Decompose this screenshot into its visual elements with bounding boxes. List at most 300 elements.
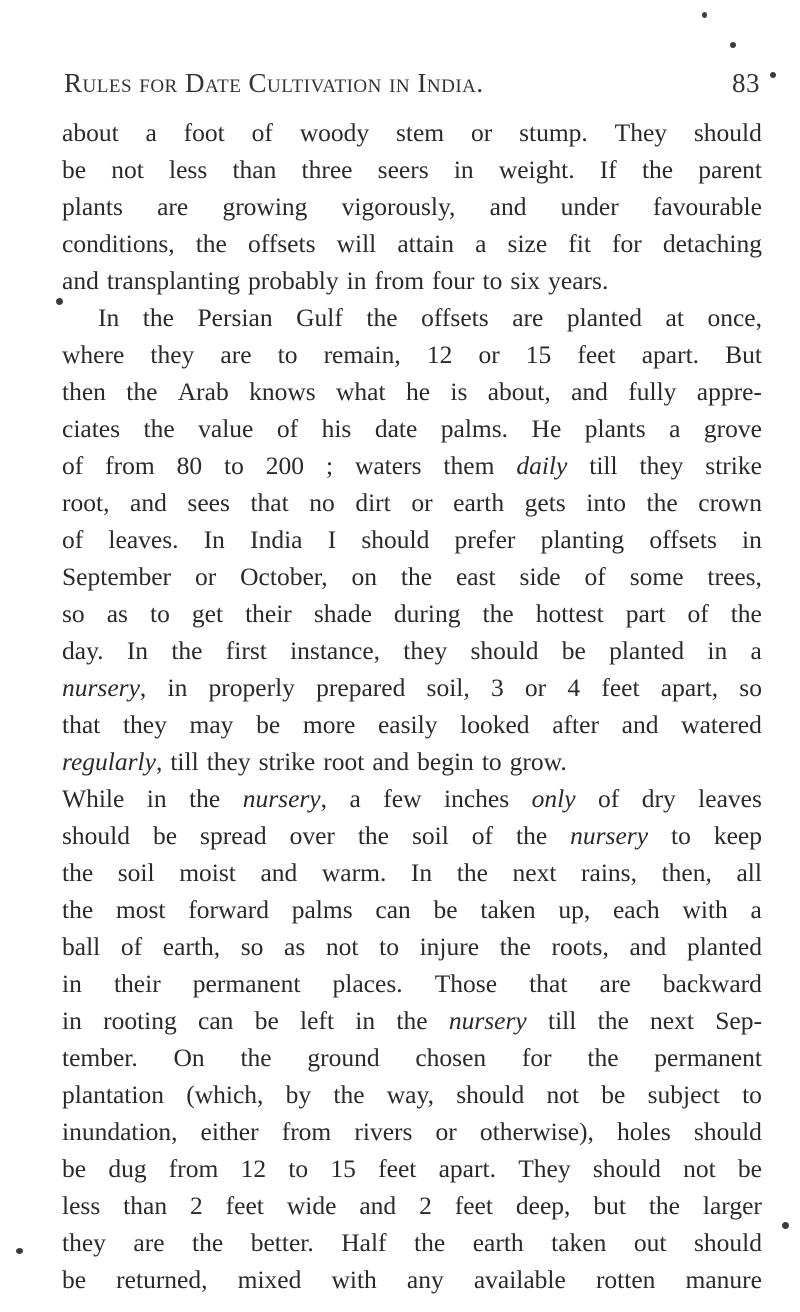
word: root (323, 747, 365, 776)
word: nursery, (242, 784, 328, 813)
word: from (168, 1154, 219, 1183)
word: and (571, 377, 608, 406)
word: that (250, 488, 289, 517)
text-line (62, 447, 762, 484)
word: their (245, 599, 292, 628)
running-title: Rules for Date Cultivation in India. (64, 68, 484, 98)
word: to (224, 451, 244, 480)
word: apart. (641, 340, 700, 369)
page-number: 83 (732, 68, 760, 98)
word: the (142, 303, 174, 332)
word: first (225, 636, 267, 665)
word: left (300, 1006, 335, 1035)
word: for (612, 229, 642, 258)
text-line (62, 299, 762, 336)
word: Sep- (715, 1006, 762, 1035)
word: fit (568, 229, 591, 258)
word: he (405, 377, 431, 406)
word: 200 (265, 451, 305, 480)
word: trees, (707, 562, 762, 591)
word: and (372, 747, 410, 776)
word: root, (62, 488, 110, 517)
word: of (62, 451, 84, 480)
word: earth (472, 1228, 524, 1257)
word: conditions, (62, 229, 175, 258)
word: in (167, 673, 188, 702)
word: taken (551, 1228, 607, 1257)
text-line (62, 1187, 762, 1224)
word: plants (62, 192, 123, 221)
word: strike (705, 451, 762, 480)
word: with (682, 895, 728, 924)
word: plants (584, 414, 646, 443)
word: rooting (103, 1006, 177, 1035)
word: till (170, 747, 199, 776)
word: value (198, 414, 254, 443)
word: palms (291, 895, 353, 924)
word: appre- (696, 377, 762, 406)
word: way, (386, 1080, 434, 1109)
text-line (62, 891, 762, 928)
word: apart, (660, 673, 719, 702)
word: so (739, 673, 762, 702)
word: to (379, 932, 399, 961)
word: not (325, 932, 359, 961)
word: once, (707, 303, 762, 332)
text-line (62, 743, 762, 780)
word: the (62, 858, 94, 887)
word: but (593, 1191, 626, 1220)
word: to (288, 1154, 309, 1183)
text-line (62, 669, 762, 706)
word: not (546, 1080, 580, 1109)
word: the (126, 377, 158, 406)
word: the (62, 895, 94, 924)
word: permanent (192, 969, 301, 998)
word: In (203, 525, 225, 554)
word: moist (179, 858, 236, 887)
word: the (730, 599, 762, 628)
word: the (648, 1191, 680, 1220)
word: otherwise), (479, 1117, 594, 1146)
word: his (321, 414, 352, 443)
word: years. (548, 266, 609, 295)
word: leaves. (108, 525, 179, 554)
word: they (62, 1228, 106, 1257)
word: nursery (570, 821, 649, 850)
word: growing (222, 192, 308, 221)
word: all (736, 858, 762, 887)
word: In (98, 303, 120, 332)
text-line (62, 928, 762, 965)
word: Persian (197, 303, 273, 332)
word: as (284, 932, 306, 961)
word: or (478, 340, 500, 369)
word: nursery, (62, 673, 147, 702)
word: should (456, 1080, 525, 1109)
word: the (516, 821, 548, 850)
word: a (145, 118, 157, 147)
word: each (612, 895, 660, 924)
word: They (614, 118, 668, 147)
ink-speck (702, 12, 707, 18)
word: less (169, 155, 208, 184)
word: weight. (498, 155, 575, 184)
word: inches (443, 784, 510, 813)
word: or (524, 673, 547, 702)
word: the (456, 858, 488, 887)
word: feet (454, 1191, 493, 1220)
word: be (254, 1006, 279, 1035)
word: They (518, 1154, 571, 1183)
word: will (336, 229, 377, 258)
word: no (309, 488, 335, 517)
text-line (62, 188, 762, 225)
word: in (707, 636, 728, 665)
word: grow. (509, 747, 567, 776)
word: into (586, 488, 626, 517)
word: are (220, 340, 252, 369)
word: in (742, 525, 762, 554)
word: the (333, 1080, 365, 1109)
word: most (115, 895, 166, 924)
word: watered (681, 710, 762, 739)
word: they (639, 451, 684, 480)
word: Half (341, 1228, 387, 1257)
word: be (737, 1154, 762, 1183)
word: where (62, 340, 125, 369)
word: and (359, 1191, 397, 1220)
word: be (561, 636, 586, 665)
word: the (357, 821, 389, 850)
page-header (64, 68, 760, 108)
word: be (601, 1080, 626, 1109)
word: them (443, 451, 495, 480)
word: any (406, 1265, 444, 1294)
text-line (62, 410, 762, 447)
word: injure (419, 932, 480, 961)
word: hottest (535, 599, 604, 628)
word: October, (240, 562, 328, 591)
text-line (62, 114, 762, 151)
word: planted (609, 636, 685, 665)
word: can (375, 895, 411, 924)
word: the (240, 1043, 272, 1072)
word: of (471, 821, 494, 850)
word: or (470, 118, 493, 147)
word: shade (313, 599, 372, 628)
word: 15 (330, 1154, 356, 1183)
word: better. (250, 1228, 314, 1257)
word: feet (378, 1154, 417, 1183)
word: either (200, 1117, 259, 1146)
word: favourable (652, 192, 762, 221)
word: In (410, 858, 433, 887)
word: of (276, 414, 299, 443)
word: detaching (662, 229, 762, 258)
word: a (669, 414, 681, 443)
word: ciates (62, 414, 121, 443)
text-line (62, 1002, 762, 1039)
word: mixed (237, 1265, 302, 1294)
word: larger (702, 1191, 762, 1220)
word: waters (354, 451, 422, 480)
word: day. (62, 636, 104, 665)
word: forward (188, 895, 269, 924)
word: should (470, 636, 539, 665)
word: for (521, 1043, 552, 1072)
word: remain, (323, 340, 401, 369)
word: and (260, 858, 298, 887)
word: leaves (698, 784, 762, 813)
word: places. (332, 969, 403, 998)
word: few (383, 784, 422, 813)
word: about, (487, 377, 551, 406)
word: a (750, 636, 762, 665)
word: be (256, 710, 281, 739)
word: permanent (654, 1043, 762, 1072)
text-line (62, 1261, 762, 1298)
word: be (433, 895, 458, 924)
word: and (130, 488, 167, 517)
word: then (62, 377, 106, 406)
word: at (665, 303, 684, 332)
word: not (683, 1154, 716, 1183)
text-line (62, 336, 762, 373)
word: the (499, 932, 531, 961)
text-line (62, 1113, 762, 1150)
text-line (62, 817, 762, 854)
word: holes (616, 1117, 671, 1146)
word: warm. (321, 858, 387, 887)
word: manure (685, 1265, 762, 1294)
word: rivers (354, 1117, 413, 1146)
word: or (435, 1117, 457, 1146)
word: their (113, 969, 161, 998)
word: available (473, 1265, 566, 1294)
word: to (277, 340, 298, 369)
word: vigorously, (341, 192, 456, 221)
word: September (62, 562, 172, 591)
word: the (597, 1006, 629, 1035)
word: of (584, 562, 606, 591)
word: to (150, 599, 170, 628)
word: be (62, 1154, 87, 1183)
word: may (189, 710, 234, 739)
word: they (122, 710, 167, 739)
ink-speck (730, 42, 736, 48)
word: India (250, 525, 303, 554)
word: stem (395, 118, 445, 147)
word: backward (662, 969, 762, 998)
ink-speck (56, 298, 63, 305)
word: they (206, 747, 251, 776)
text-line (62, 1150, 762, 1187)
word: of (120, 932, 143, 961)
word: in (355, 1006, 376, 1035)
word: wide (286, 1191, 337, 1220)
word: as (106, 599, 128, 628)
word: more (302, 710, 356, 739)
word: nursery (448, 1006, 527, 1035)
ink-speck (782, 1222, 789, 1229)
word: about (62, 118, 119, 147)
word: woody (299, 118, 370, 147)
ink-speck (770, 72, 776, 78)
word: the (400, 562, 433, 591)
word: fully (628, 377, 677, 406)
word: ; (325, 451, 334, 480)
word: should (693, 118, 762, 147)
word: in (453, 155, 474, 184)
word: soil, (426, 673, 470, 702)
word: planted (686, 932, 762, 961)
word: dry (641, 784, 676, 813)
word: soil (411, 821, 449, 850)
word: keep (713, 821, 762, 850)
word: He (531, 414, 562, 443)
body-text (62, 114, 762, 1298)
text-line (62, 151, 762, 188)
word: till (589, 451, 618, 480)
text-line (62, 595, 762, 632)
word: 12 (240, 1154, 267, 1183)
word: I (327, 525, 337, 554)
word: four (432, 266, 475, 295)
word: the (587, 1043, 619, 1072)
word: the (646, 488, 678, 517)
word: begin (417, 747, 474, 776)
word: be (62, 1265, 87, 1294)
word: size (507, 229, 548, 258)
word: are (133, 1228, 165, 1257)
text-line (62, 373, 762, 410)
word: foot (183, 118, 225, 147)
text-line (62, 521, 762, 558)
word: they (403, 636, 448, 665)
word: offsets (247, 229, 316, 258)
word: plantation (62, 1080, 164, 1109)
word: attain (397, 229, 454, 258)
word: earth (453, 488, 505, 517)
word: after (552, 710, 599, 739)
text-line (62, 706, 762, 743)
word: they (150, 340, 195, 369)
word: 4 (567, 673, 581, 702)
word: are (512, 303, 544, 332)
word: easily (377, 710, 438, 739)
word: with (331, 1265, 377, 1294)
word: daily (516, 451, 568, 480)
word: of (251, 118, 273, 147)
word: east (455, 562, 496, 591)
word: the (396, 1006, 428, 1035)
text-line (62, 632, 762, 669)
word: six (510, 266, 541, 295)
word: of (687, 599, 709, 628)
ink-speck (16, 1248, 23, 1254)
word: a (349, 784, 361, 813)
word: over (289, 821, 335, 850)
word: is (450, 377, 468, 406)
text-line (62, 484, 762, 521)
word: feet (225, 1191, 264, 1220)
word: so (62, 599, 85, 628)
word: looked (460, 710, 530, 739)
word: are (599, 969, 631, 998)
word: crown (698, 488, 762, 517)
text-line (62, 965, 762, 1002)
word: the (143, 414, 175, 443)
word: should (62, 821, 131, 850)
word: dug (108, 1154, 147, 1183)
word: the (482, 599, 514, 628)
word: under (560, 192, 619, 221)
word: strike (258, 747, 316, 776)
word: Those (434, 969, 498, 998)
word: the (189, 784, 221, 813)
word: offsets (649, 525, 717, 554)
word: 3 (490, 673, 504, 702)
word: planting (540, 525, 625, 554)
word: what (336, 377, 386, 406)
word: roots, (551, 932, 609, 961)
word: and (621, 710, 659, 739)
word: spread (200, 821, 267, 850)
word: parent (698, 155, 762, 184)
word: the (366, 303, 398, 332)
word: tember. (62, 1043, 138, 1072)
word: knows (249, 377, 316, 406)
word: stump. (519, 118, 588, 147)
word: and (489, 192, 527, 221)
word: to (482, 266, 503, 295)
word: returned, (116, 1265, 208, 1294)
word: gets (524, 488, 566, 517)
word: prepared (316, 673, 406, 702)
word: or (194, 562, 217, 591)
word: subject (647, 1080, 720, 1109)
word: ground (307, 1043, 380, 1072)
word: of (62, 525, 84, 554)
word: feet (601, 673, 640, 702)
word: rotten (595, 1265, 656, 1294)
word: feet (577, 340, 616, 369)
word: Gulf (296, 303, 343, 332)
word: that (62, 710, 101, 739)
word: (which, (186, 1080, 264, 1109)
word: on (351, 562, 378, 591)
word: On (173, 1043, 205, 1072)
word: in (62, 1006, 82, 1035)
word: date (374, 414, 418, 443)
word: soil (117, 858, 155, 887)
word: and (629, 932, 667, 961)
word: than (123, 1191, 168, 1220)
word: prefer (454, 525, 516, 554)
word: the (414, 1228, 446, 1257)
word: Arab (177, 377, 229, 406)
word: palms. (440, 414, 509, 443)
word: rains, (581, 858, 637, 887)
word: a (750, 895, 762, 924)
text-line (62, 1076, 762, 1113)
word: than (232, 155, 277, 184)
word: the (641, 155, 674, 184)
text-line (62, 1224, 762, 1261)
word: can (198, 1006, 234, 1035)
word: should (693, 1228, 762, 1257)
